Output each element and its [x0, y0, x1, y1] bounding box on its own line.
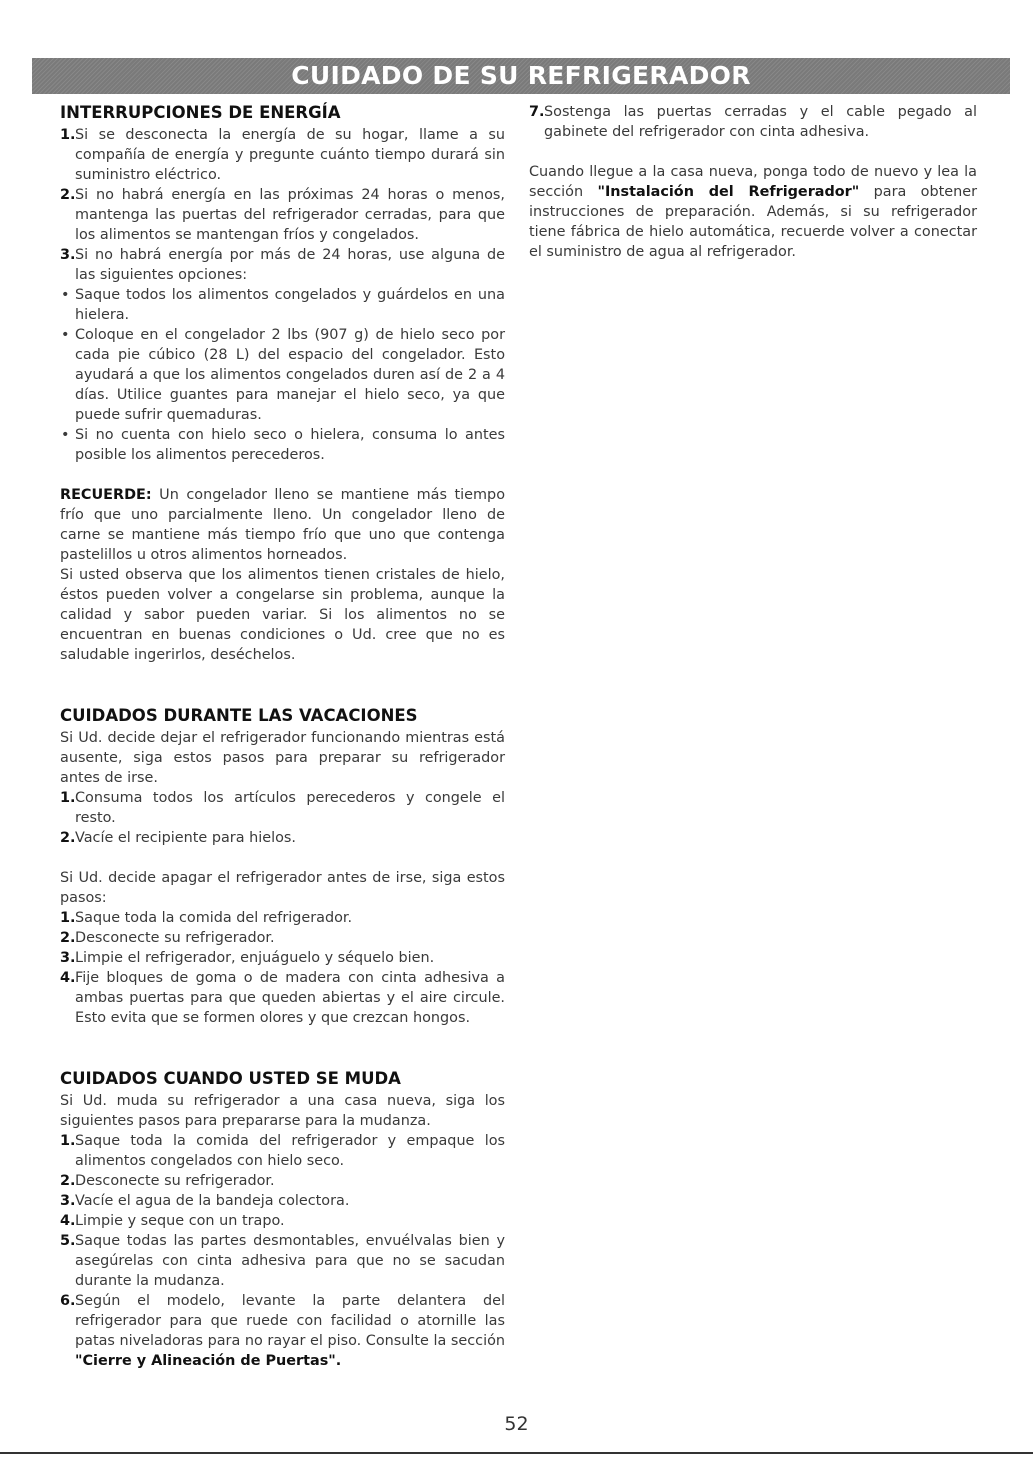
list-item: [60, 968, 505, 1028]
remember-label: RECUERDE:: [60, 487, 152, 503]
section-vacation: [60, 705, 505, 1028]
left-column: [60, 102, 505, 1411]
right-column: [529, 102, 977, 262]
item-number: 4.: [60, 970, 76, 986]
item-text: Si no habrá energía en las próximas 24 horas o menos, mantenga las puertas del refrigerador cerradas, para que los alimentos se mantengan fríos y congelados.: [75, 187, 505, 243]
item-number: 1.: [60, 910, 76, 926]
item-number: 5.: [60, 1233, 76, 1249]
page-number: 52: [504, 1413, 529, 1435]
item-number: 3.: [60, 1193, 76, 1209]
item-number: 6.: [60, 1293, 76, 1309]
list-item: [60, 828, 505, 848]
item-text: Sostenga las puertas cerradas y el cable pegado al gabinete del refrigerador con cinta adhesiva.: [544, 104, 977, 140]
item-text: Si no habrá energía por más de 24 horas, use alguna de las siguientes opciones:: [75, 247, 505, 283]
list-item: [60, 185, 505, 245]
list-item: [60, 948, 505, 968]
item-text: Saque todas las partes desmontables, envuélvalas bien y asegúrelas con cinta adhesiva para que no se sacudan durante la mudanza.: [75, 1233, 505, 1289]
item-number: 7.: [529, 104, 545, 120]
bottom-rule: [0, 1452, 1033, 1454]
bullet-text: Coloque en el congelador 2 lbs (907 g) de hielo seco por cada pie cúbico (28 L) del espacio del congelador. Esto ayudará a que los alimentos congelados duren así de 2 a 4 días. Utilice guantes para manejar el hielo seco, ya que puede sufrir quemaduras.: [75, 327, 505, 423]
bullet-icon: •: [61, 427, 70, 443]
bullet-item: [60, 285, 505, 325]
bullet-icon: •: [61, 287, 70, 303]
vacation-intro: Si Ud. decide dejar el refrigerador funcionando mientras está ausente, siga estos pasos para preparar su refrigerador antes de irse.: [60, 730, 505, 786]
section-title-vacation: CUIDADOS DURANTE LAS VACACIONES: [60, 706, 418, 725]
section-title-power: INTERRUPCIONES DE ENERGÍA: [60, 103, 341, 122]
bullet-text: Saque todos los alimentos congelados y guárdelos en una hielera.: [75, 287, 505, 323]
section-power-outages: [60, 102, 505, 665]
item-number: 2.: [60, 1173, 76, 1189]
item-text: Según el modelo, levante la parte delantera del refrigerador para que ruede con facilidad o atornille las patas niveladoras para no rayar el piso. Consulte la sección: [75, 1293, 505, 1349]
item-text: Si se desconecta la energía de su hogar, llame a su compañía de energía y pregunte cuánto tiempo durará sin suministro eléctrico.: [75, 127, 505, 183]
item-text: Limpie el refrigerador, enjuáguelo y séquelo bien.: [75, 950, 435, 966]
page-banner: CUIDADO DE SU REFRIGERADOR: [32, 58, 1010, 94]
item-text: Desconecte su refrigerador.: [75, 930, 275, 946]
section-moving: [60, 1068, 505, 1371]
item-text: Saque toda la comida del refrigerador.: [75, 910, 353, 926]
item-text: Vacíe el recipiente para hielos.: [75, 830, 296, 846]
closing-text: Cuando llegue a la casa nueva, ponga todo de nuevo y lea la sección: [529, 164, 977, 200]
list-item: [60, 1231, 505, 1291]
item-number: 3.: [60, 247, 76, 263]
item-number: 1.: [60, 1133, 76, 1149]
bullet-icon: •: [61, 327, 70, 343]
vacation-intro-2: Si Ud. decide apagar el refrigerador antes de irse, siga estos pasos:: [60, 870, 505, 906]
item-text: Desconecte su refrigerador.: [75, 1173, 275, 1189]
item-text: Fije bloques de goma o de madera con cinta adhesiva a ambas puertas para que queden abiertas y el aire circule. Esto evita que se formen olores y que crezcan hongos.: [75, 970, 505, 1026]
item-number: 3.: [60, 950, 76, 966]
item-text: Saque toda la comida del refrigerador y empaque los alimentos congelados con hielo seco.: [75, 1133, 505, 1169]
item-text: Consuma todos los artículos perecederos y congele el resto.: [75, 790, 505, 826]
item-text: Limpie y seque con un trapo.: [75, 1213, 285, 1229]
list-item: [60, 1211, 505, 1231]
list-item: [60, 928, 505, 948]
item-number: 2.: [60, 187, 76, 203]
bullet-text: Si no cuenta con hielo seco o hielera, consuma lo antes posible los alimentos perecederos.: [75, 427, 505, 463]
spacer: [60, 848, 505, 868]
item-number: 2.: [60, 830, 76, 846]
item-number: 1.: [60, 127, 76, 143]
list-item: [60, 788, 505, 828]
list-item: [60, 1191, 505, 1211]
list-item: [60, 1171, 505, 1191]
list-item: [60, 908, 505, 928]
moving-intro: Si Ud. muda su refrigerador a una casa nueva, siga los siguientes pasos para prepararse para la mudanza.: [60, 1093, 505, 1129]
item-number: 2.: [60, 930, 76, 946]
ice-crystals-paragraph: Si usted observa que los alimentos tienen cristales de hielo, éstos pueden volver a congelarse sin problema, aunque la calidad y sabor pueden variar. Si los alimentos no se encuentran en buenas condiciones o Ud. cree que no es saludable ingerirlos, deséchelos.: [60, 567, 505, 663]
remember-note: [60, 485, 505, 565]
list-item: [60, 1131, 505, 1171]
list-item: [60, 1291, 505, 1371]
bullet-item: [60, 425, 505, 465]
closing-paragraph: [529, 162, 977, 262]
spacer: [529, 142, 977, 162]
list-item: [60, 125, 505, 185]
item-number: 4.: [60, 1213, 76, 1229]
section-reference: "Instalación del Refrigerador": [597, 184, 860, 200]
remember-text: Un congelador lleno se mantiene más tiempo frío que uno parcialmente lleno. Un congelador lleno de carne se mantiene más tiempo frío que uno que contenga pastelillos u otros alimentos horneados.: [60, 487, 505, 563]
spacer: [60, 465, 505, 485]
section-reference: "Cierre y Alineación de Puertas".: [75, 1353, 342, 1369]
item-text: Vacíe el agua de la bandeja colectora.: [75, 1193, 350, 1209]
list-item: [60, 245, 505, 285]
bullet-item: [60, 325, 505, 425]
section-title-moving: CUIDADOS CUANDO USTED SE MUDA: [60, 1069, 401, 1088]
closing-text-end: para obtener instrucciones de preparación. Además, si su refrigerador tiene fábrica de hielo automática, recuerde volver a conectar el suministro de agua al refrigerador.: [529, 184, 977, 260]
list-item: [529, 102, 977, 142]
item-number: 1.: [60, 790, 76, 806]
